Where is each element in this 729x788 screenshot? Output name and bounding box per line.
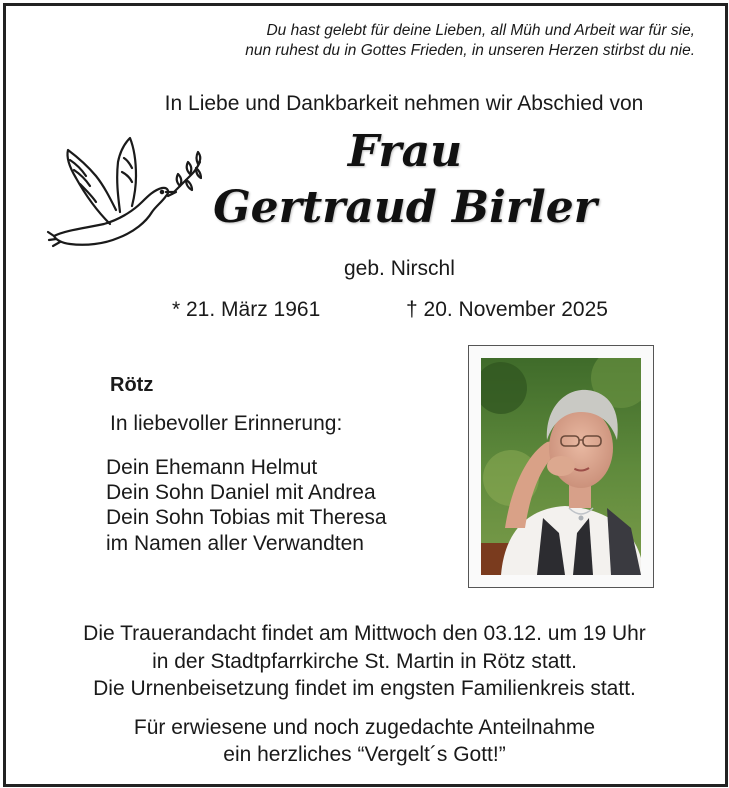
location: Rötz [110, 374, 154, 396]
service-line: in der Stadtpfarrkirche St. Martin in Rötz statt. [152, 650, 577, 673]
maiden-name: geb. Nirschl [344, 257, 455, 280]
mourner-line: Dein Ehemann Helmut [106, 456, 318, 479]
mourner-line: Dein Sohn Tobias mit Theresa [106, 506, 387, 529]
photo-frame [468, 345, 654, 588]
service-line: Die Urnenbeisetzung findet im engsten Familienkreis statt. [93, 677, 636, 700]
birth-date: * 21. März 1961 [172, 298, 321, 321]
thanks-line: Für erwiesene und noch zugedachte Anteilnahme [133, 716, 596, 739]
intro-text: In Liebe und Dankbarkeit nehmen wir Abschied von [164, 92, 644, 115]
service-line: Die Trauerandacht findet am Mittwoch den 03.12. um 19 Uhr [83, 622, 646, 645]
mourner-line: im Namen aller Verwandten [106, 532, 364, 555]
deceased-name: Gertraud Birler [213, 182, 597, 233]
remembrance-heading: In liebevoller Erinnerung: [110, 412, 343, 435]
poem-line-2: nun ruhest du in Gottes Frieden, in unseren Herzen stirbst du nie. [245, 42, 695, 59]
salutation: Frau [347, 126, 463, 177]
poem-line-1: Du hast gelebt für deine Lieben, all Müh und Arbeit war für sie, [266, 22, 695, 39]
portrait-photo [481, 358, 641, 575]
thanks-line: ein herzliches “Vergelt´s Gott!” [223, 743, 506, 766]
mourner-line: Dein Sohn Daniel mit Andrea [106, 481, 376, 504]
death-date: † 20. November 2025 [406, 298, 608, 321]
